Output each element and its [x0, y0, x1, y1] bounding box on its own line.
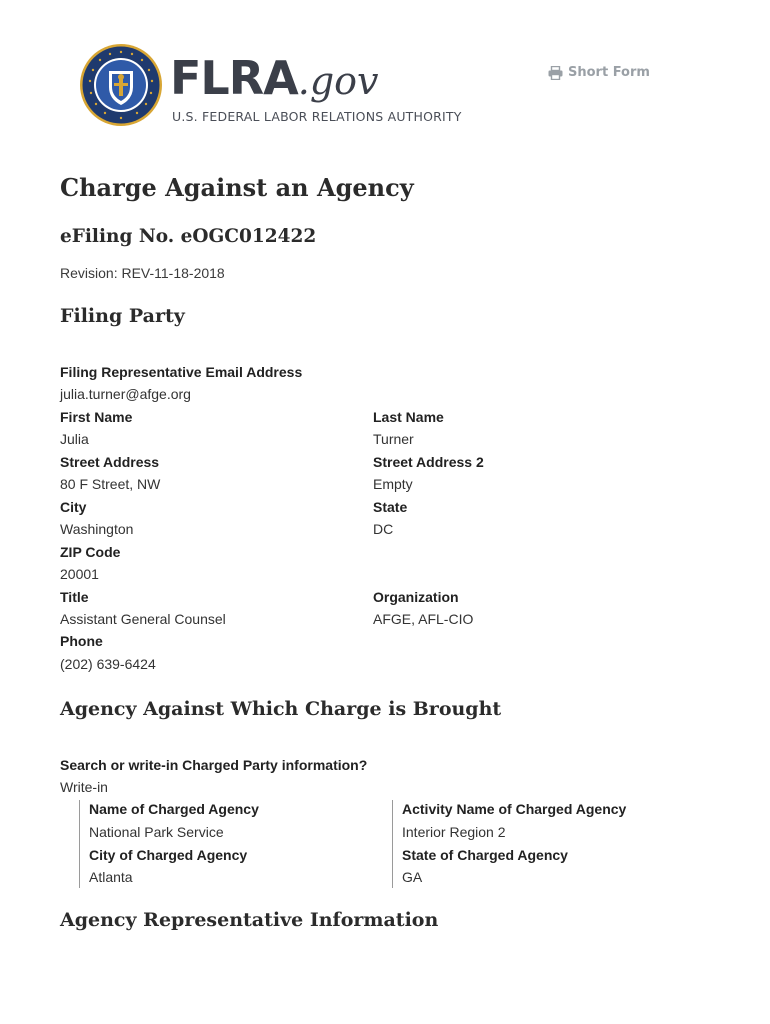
flra-seal	[79, 43, 163, 127]
street-address-2-value: Empty	[373, 476, 413, 492]
email-value: julia.turner@afge.org	[60, 386, 191, 402]
filing-party-heading: Filing Party	[60, 305, 185, 327]
zip-code-value: 20001	[60, 566, 99, 582]
efiling-number: eFiling No. eOGC012422	[60, 226, 317, 247]
revision-text: Revision: REV-11-18-2018	[60, 265, 225, 281]
agency-right-divider	[392, 800, 393, 888]
state-label: State	[373, 499, 408, 515]
title-label: Title	[60, 589, 89, 605]
organization-value: AFGE, AFL-CIO	[373, 611, 474, 627]
search-or-write-in-value: Write-in	[60, 779, 108, 795]
short-form-label: Short Form	[568, 65, 650, 80]
brand-name: FLRA	[170, 51, 298, 105]
brand-subtitle: U.S. FEDERAL LABOR RELATIONS AUTHORITY	[172, 109, 462, 124]
agency-heading: Agency Against Which Charge is Brought	[60, 698, 502, 720]
charged-agency-city-value: Atlanta	[89, 869, 133, 885]
last-name-value: Turner	[373, 431, 414, 447]
printer-icon	[548, 66, 563, 80]
charged-agency-state-value: GA	[402, 869, 423, 885]
charged-agency-city-label: City of Charged Agency	[89, 847, 248, 863]
brand-tld: .gov	[297, 59, 379, 103]
street-address-2-label: Street Address 2	[373, 454, 484, 470]
phone-value: (202) 639-6424	[60, 656, 156, 672]
city-label: City	[60, 499, 87, 515]
agency-left-divider	[79, 800, 80, 888]
agency-representative-heading: Agency Representative Information	[60, 909, 439, 931]
first-name-label: First Name	[60, 409, 133, 425]
last-name-label: Last Name	[373, 409, 444, 425]
activity-name-value: Interior Region 2	[402, 824, 506, 840]
street-address-label: Street Address	[60, 454, 160, 470]
activity-name-label: Activity Name of Charged Agency	[402, 801, 627, 817]
first-name-value: Julia	[60, 431, 89, 447]
zip-code-label: ZIP Code	[60, 544, 121, 560]
state-value: DC	[373, 521, 394, 537]
phone-label: Phone	[60, 633, 103, 649]
organization-label: Organization	[373, 589, 459, 605]
charged-agency-name-value: National Park Service	[89, 824, 224, 840]
title-value: Assistant General Counsel	[60, 611, 226, 627]
page-title: Charge Against an Agency	[60, 173, 414, 202]
city-value: Washington	[60, 521, 134, 537]
search-or-write-in-label: Search or write-in Charged Party information?	[60, 757, 368, 773]
charged-agency-name-label: Name of Charged Agency	[89, 801, 259, 817]
charged-agency-state-label: State of Charged Agency	[402, 847, 568, 863]
email-label: Filing Representative Email Address	[60, 364, 303, 380]
brand-logo-text[interactable]	[170, 51, 379, 105]
short-form-button[interactable]	[548, 65, 650, 80]
street-address-value: 80 F Street, NW	[60, 476, 161, 492]
